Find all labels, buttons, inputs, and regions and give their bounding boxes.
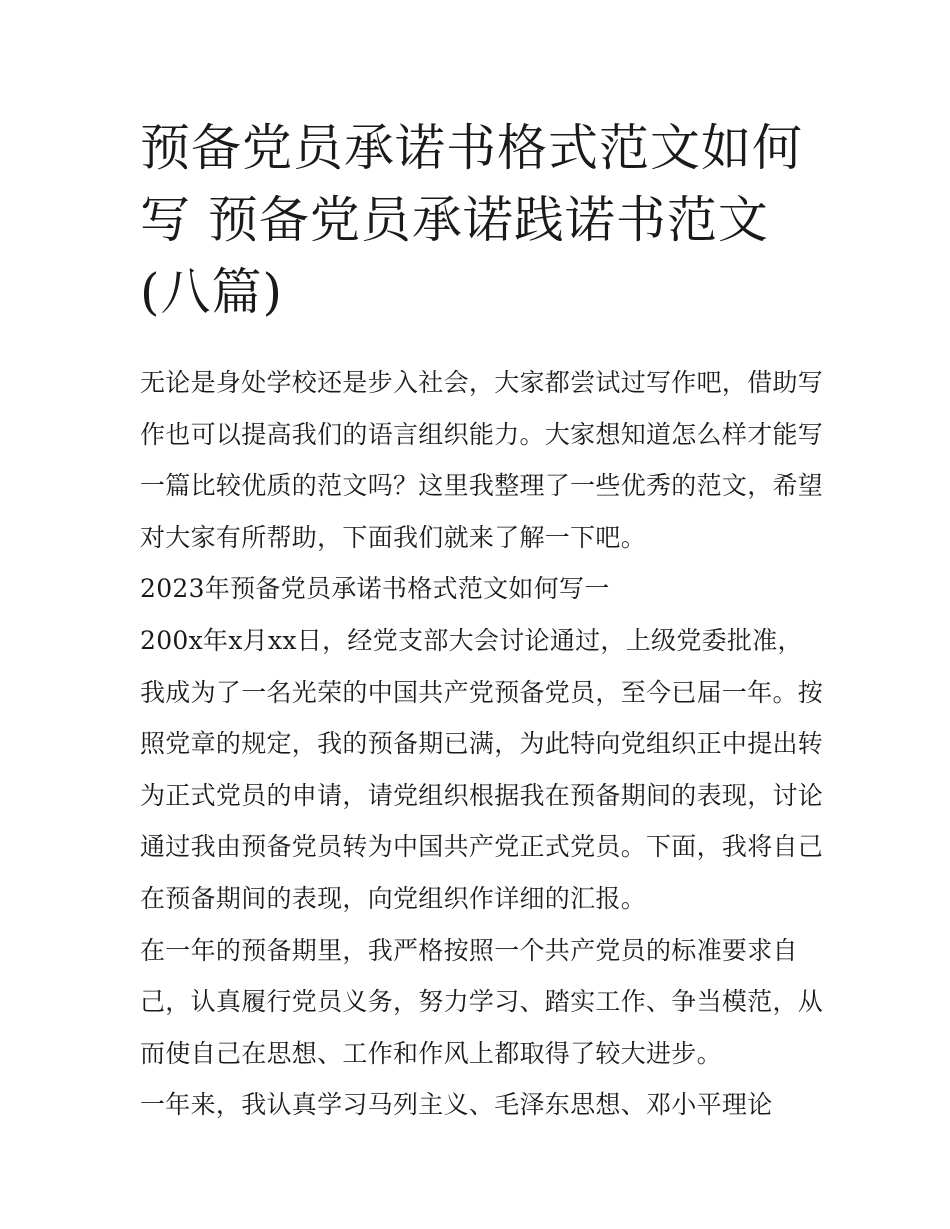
paragraph-3-line-1: 一年来，我认真学习马列主义、毛泽东思想、邓小平理论 — [140, 1090, 773, 1120]
section-heading: 2023年预备党员承诺书格式范文如何写一 — [140, 574, 610, 604]
paragraph-1-line-4: 为正式党员的申请，请党组织根据我在预备期间的表现，讨论 — [140, 780, 824, 810]
paragraph-1-line-6: 在预备期间的表现，向党组织作详细的汇报。 — [140, 883, 647, 913]
paragraph-1-line-3: 照党章的规定，我的预备期已满，为此特向党组织正中提出转 — [140, 729, 824, 759]
paragraph-2-line-3: 而使自己在思想、工作和作风上都取得了较大进步。 — [140, 1038, 722, 1068]
title-line-3: (八篇) — [140, 263, 284, 321]
paragraph-1-line-2: 我成为了一名光荣的中国共产党预备党员，至今已届一年。按 — [140, 677, 824, 707]
intro-line-2: 作也可以提高我们的语言组织能力。大家想知道怎么样才能写 — [140, 419, 824, 449]
title-line-2: 写 预备党员承诺践诺书范文 — [140, 191, 769, 249]
intro-line-1: 无论是身处学校还是步入社会，大家都尝试过写作吧，借助写 — [140, 368, 824, 397]
paragraph-2-line-1: 在一年的预备期里，我严格按照一个共产党员的标准要求自 — [140, 935, 798, 965]
document-body — [140, 357, 824, 1131]
document-title — [140, 112, 820, 328]
intro-line-3: 一篇比较优质的范文吗？这里我整理了一些优秀的范文，希望 — [140, 471, 824, 501]
paragraph-2-line-2: 己，认真履行党员义务，努力学习、踏实工作、争当模范，从 — [140, 987, 824, 1017]
paragraph-1-line-1: 200x年x月xx日，经党支部大会讨论通过，上级党委批准， — [140, 625, 803, 655]
title-line-1: 预备党员承诺书格式范文如何 — [140, 119, 803, 177]
paragraph-1-line-5: 通过我由预备党员转为中国共产党正式党员。下面，我将自己 — [140, 832, 824, 862]
intro-line-4: 对大家有所帮助，下面我们就来了解一下吧。 — [140, 522, 647, 552]
